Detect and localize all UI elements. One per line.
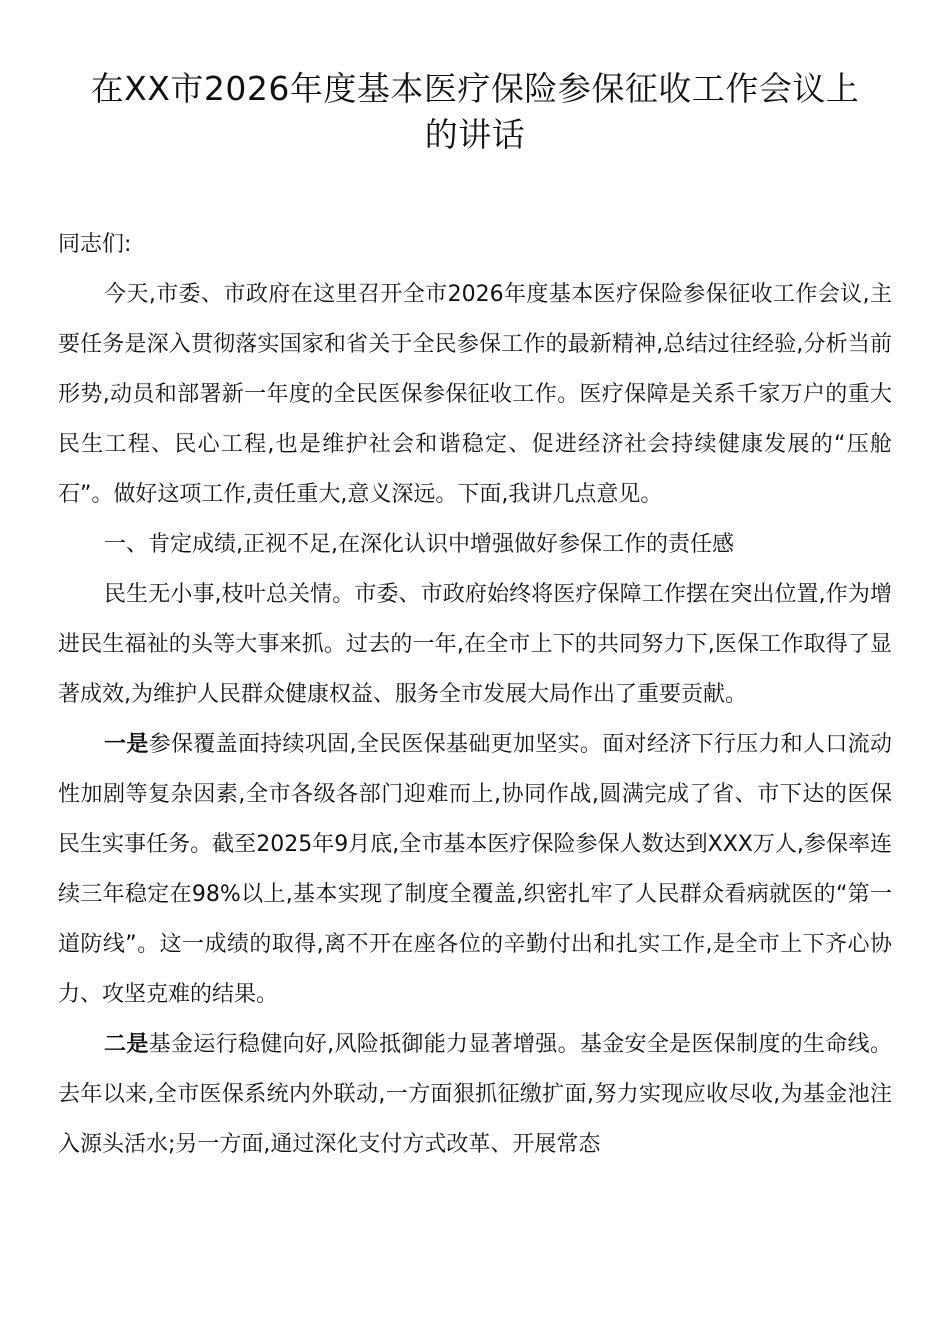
document-body — [58, 220, 892, 1170]
section-1-heading: 一、肯定成绩,正视不足,在深化认识中增强做好参保工作的责任感 — [104, 532, 734, 557]
point-1-paragraph — [58, 720, 892, 1020]
greeting: 同志们: — [58, 232, 132, 257]
title-line-1: 在XX市2026年度基本医疗保险参保征收工作会议上 — [90, 69, 860, 108]
document-title — [58, 66, 892, 158]
section-1-intro: 民生无小事,枝叶总关情。市委、市政府始终将医疗保障工作摆在突出位置,作为增进民生福祉的头等大事来抓。过去的一年,在全市上下的共同努力下,医保工作取得了显著成效,为维护人民群众健康权益、服务全市发展大局作出了重要贡献。 — [58, 582, 892, 707]
opening-paragraph: 今天,市委、市政府在这里召开全市2026年度基本医疗保险参保征收工作会议,主要任务是深入贯彻落实国家和省关于全民参保工作的最新精神,总结过往经验,分析当前形势,动员和部署新一年度的全民医保参保征收工作。医疗保障是关系千家万户的重大民生工程、民心工程,也是维护社会和谐稳定、促进经济社会持续健康发展的“压舱石”。做好这项工作,责任重大,意义深远。下面,我讲几点意见。 — [58, 282, 892, 507]
point-1-lead: 一是 — [104, 732, 149, 757]
title-line-2: 的讲话 — [424, 115, 526, 154]
point-2-paragraph — [58, 1020, 892, 1170]
point-1-text: 参保覆盖面持续巩固,全民医保基础更加坚实。面对经济下行压力和人口流动性加剧等复杂因素,全市各级各部门迎难而上,协同作战,圆满完成了省、市下达的医保民生实事任务。截至2025年9月底,全市基本医疗保险参保人数达到XXX万人,参保率连续三年稳定在98%以上,基本实现了制度全覆盖,织密扎牢了人民群众看病就医的“第一道防线”。这一成绩的取得,离不开在座各位的辛勤付出和扎实工作,是全市上下齐心协力、攻坚克难的结果。 — [58, 732, 892, 1007]
point-2-lead: 二是 — [104, 1032, 149, 1057]
point-2-text: 基金运行稳健向好,风险抵御能力显著增强。基金安全是医保制度的生命线。去年以来,全市医保系统内外联动,一方面狠抓征缴扩面,努力实现应收尽收,为基金池注入源头活水;另一方面,通过深化支付方式改革、开展常态 — [58, 1032, 892, 1157]
